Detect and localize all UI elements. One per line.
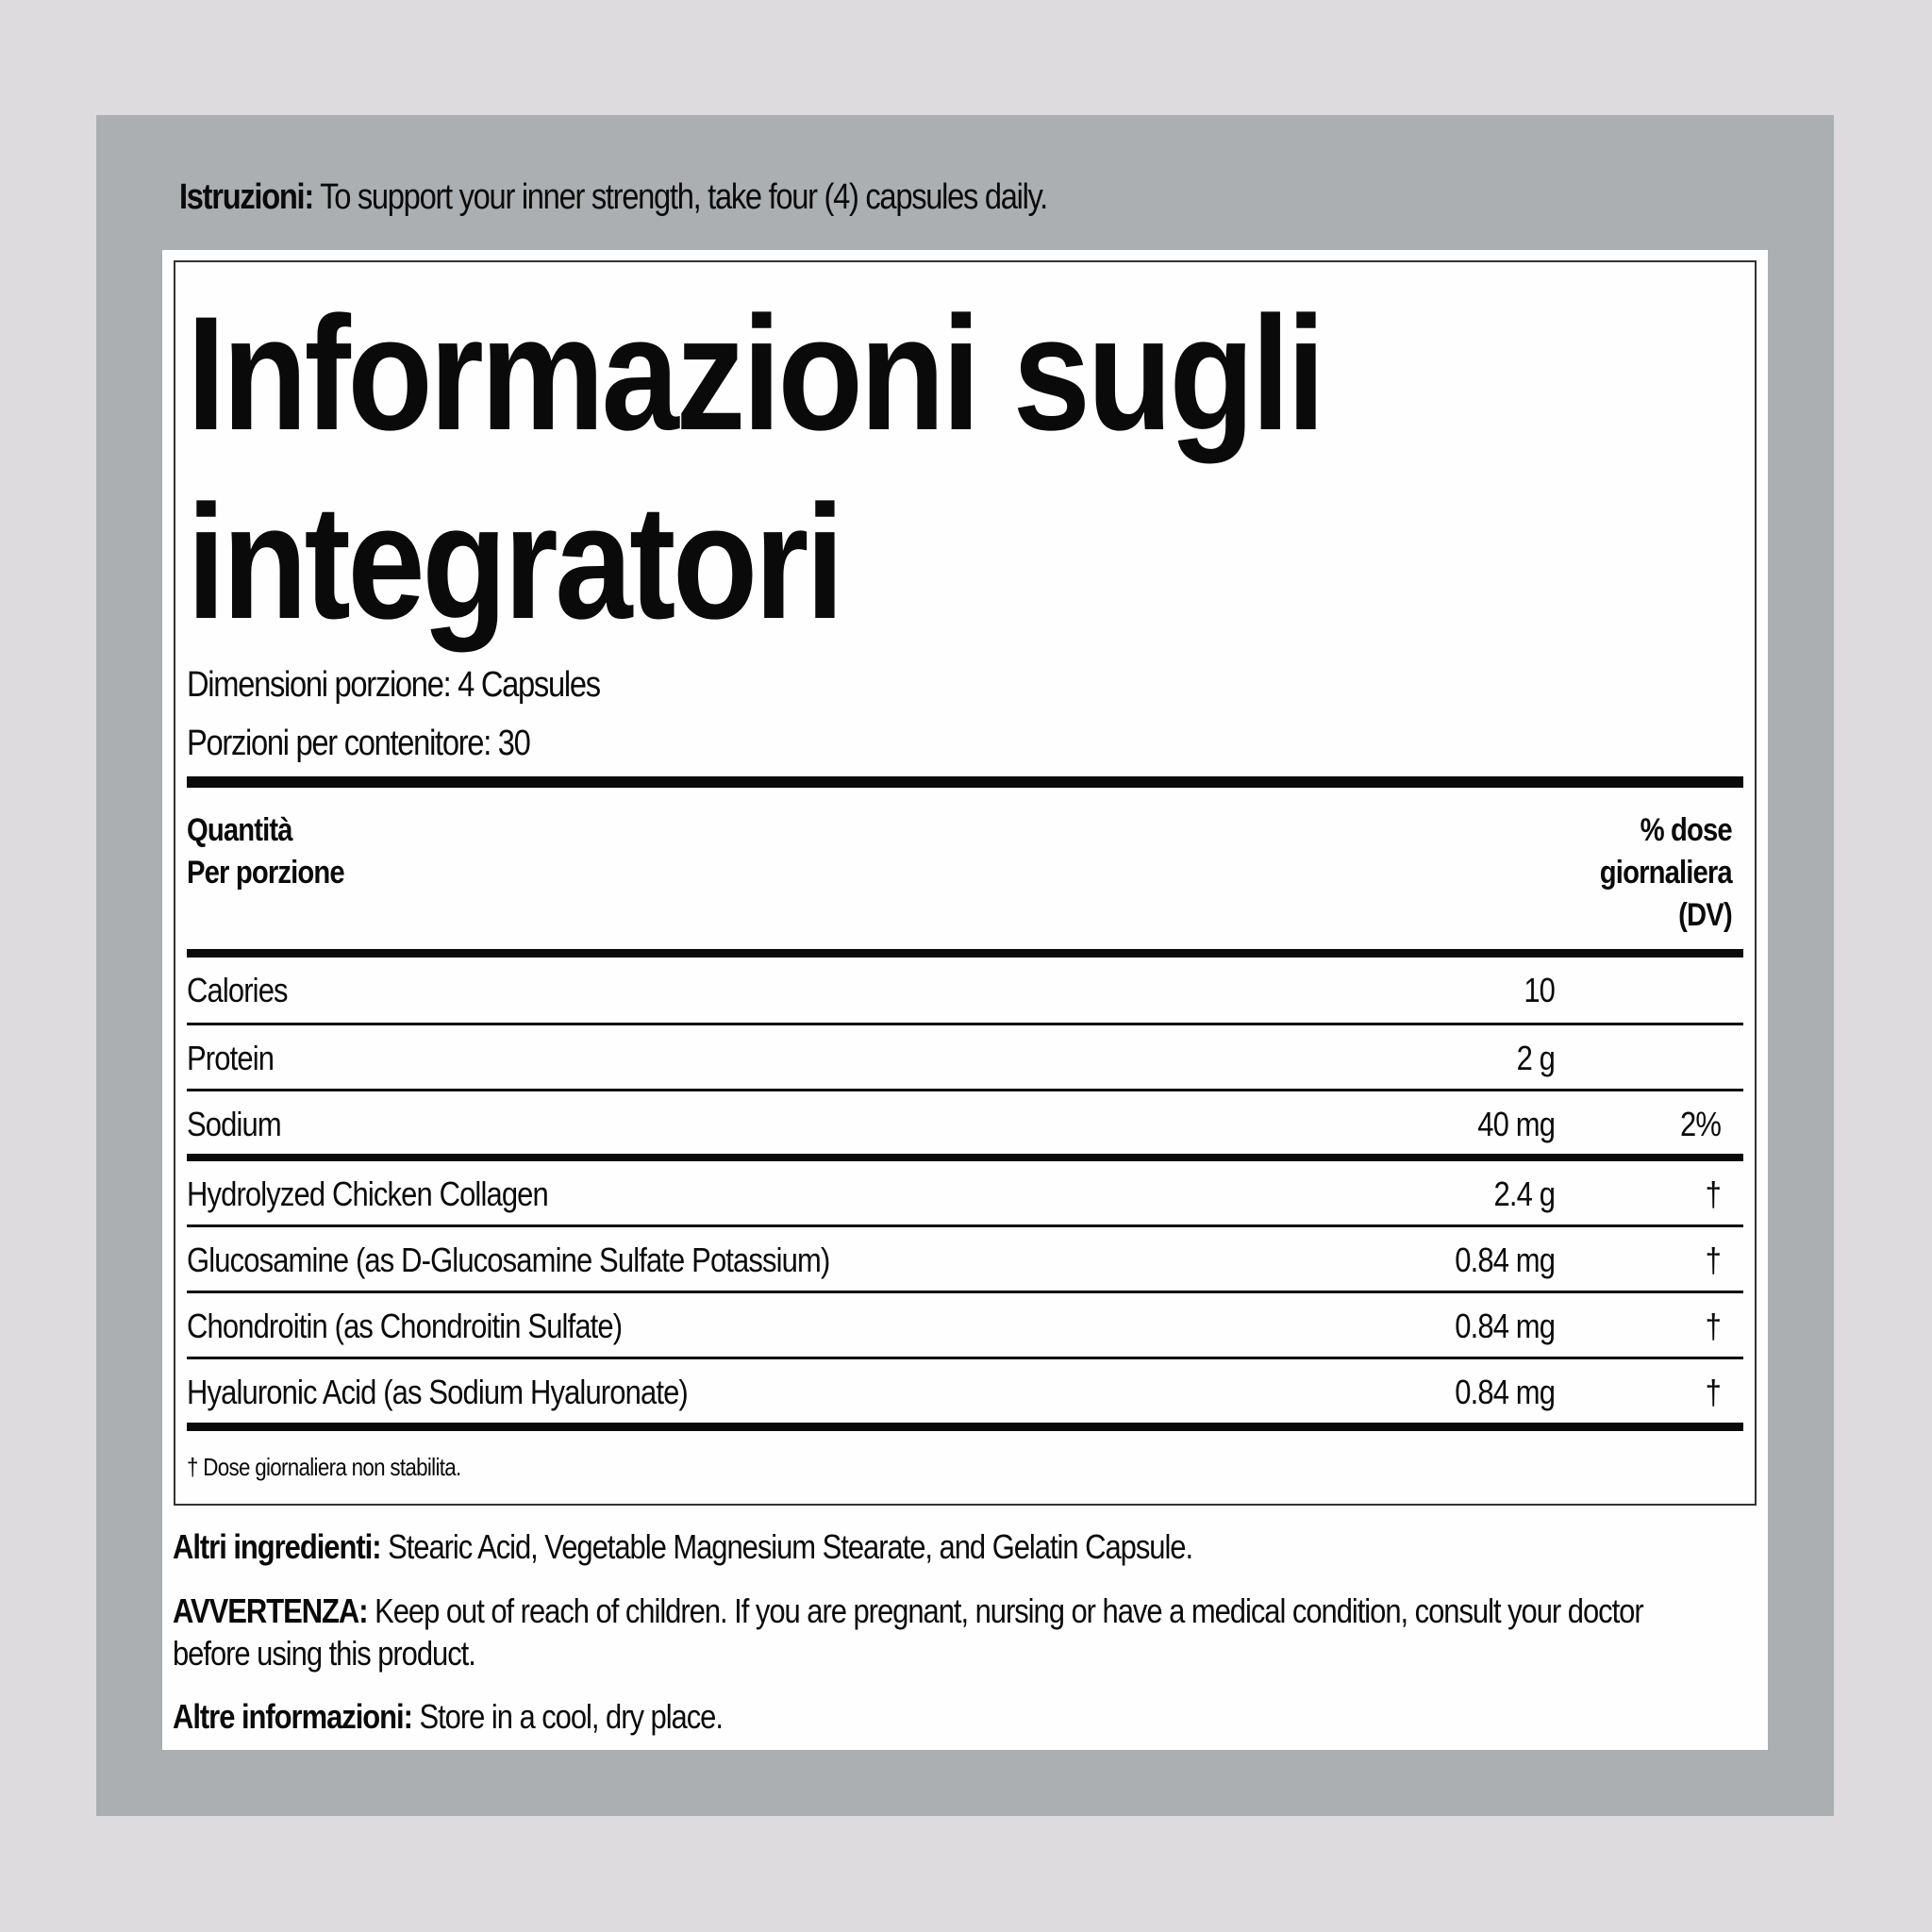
instructions-label: Istruzioni: [179,177,313,217]
nutrient-name: Chondroitin (as Chondroitin Sulfate) [187,1307,623,1345]
nutrient-name: Sodium [187,1105,281,1143]
amount-per-serving-header [187,809,344,894]
footnote: † Dose giornaliera non stabilita. [187,1453,461,1481]
table-row [187,1227,1743,1293]
nutrient-dv: 2% [1679,1105,1721,1143]
facts-title [187,279,1323,657]
other-info-label: Altre informazioni: [173,1697,412,1736]
divider-thick [187,776,1743,788]
nutrient-name: Glucosamine (as D-Glucosamine Sulfate Potassium) [187,1241,830,1279]
other-info [173,1695,1706,1738]
warning-text: Keep out of reach of children. If you are pregnant, nursing or have a medical condition, consult your doctor before using this product. [173,1591,1643,1673]
label-panel [96,115,1834,1816]
supplement-facts-box [174,260,1757,1506]
serving-size: Dimensioni porzione: 4 Capsules [187,665,600,705]
divider-thick [187,949,1743,958]
table-row [187,1161,1743,1227]
nutrient-amount: 0.84 mg [1455,1373,1555,1411]
other-ingredients [173,1525,1706,1568]
nutrient-name: Protein [187,1039,275,1077]
header-dv-line2: giornaliera [1599,855,1732,891]
header-dv-line1: % dose [1640,812,1732,848]
daily-value-header [1600,809,1732,937]
table-row [187,1091,1743,1158]
nutrient-dv: † [1705,1307,1721,1345]
nutrient-name: Calories [187,971,288,1009]
nutrient-amount: 2.4 g [1493,1174,1555,1213]
divider-thick [187,1423,1743,1431]
nutrient-dv: † [1705,1373,1721,1411]
nutrient-dv: † [1705,1174,1721,1213]
facts-title-line1: Informazioni sugli [187,283,1323,464]
other-ingredients-text: Stearic Acid, Vegetable Magnesium Stearate, and Gelatin Capsule. [380,1527,1193,1566]
other-info-text: Store in a cool, dry place. [411,1697,723,1736]
header-dv-line3: (DV) [1678,897,1732,933]
supplement-card [162,250,1768,1750]
warning-label: AVVERTENZA: [173,1591,368,1630]
table-row [187,958,1743,1024]
other-ingredients-label: Altri ingredienti: [173,1527,381,1566]
servings-per-container: Porzioni per contenitore: 30 [187,724,530,763]
header-amount-line2: Per porzione [187,855,344,891]
table-row [187,1025,1743,1091]
nutrient-name: Hydrolyzed Chicken Collagen [187,1174,548,1213]
header-amount-line1: Quantità [187,812,292,848]
nutrient-dv: † [1705,1241,1721,1279]
nutrient-amount: 2 g [1516,1039,1555,1077]
warning [173,1590,1706,1674]
nutrient-amount: 0.84 mg [1455,1307,1555,1345]
facts-title-line2: integratori [187,472,841,653]
table-row [187,1359,1743,1425]
nutrient-amount: 0.84 mg [1455,1241,1555,1279]
table-row [187,1293,1743,1359]
divider-thick [187,1154,1743,1161]
nutrient-amount: 10 [1524,971,1555,1009]
instructions-text: To support your inner strength, take four (4) capsules daily. [312,177,1047,217]
nutrient-amount: 40 mg [1477,1105,1555,1143]
nutrient-name: Hyaluronic Acid (as Sodium Hyaluronate) [187,1373,688,1411]
instructions [179,177,1047,218]
